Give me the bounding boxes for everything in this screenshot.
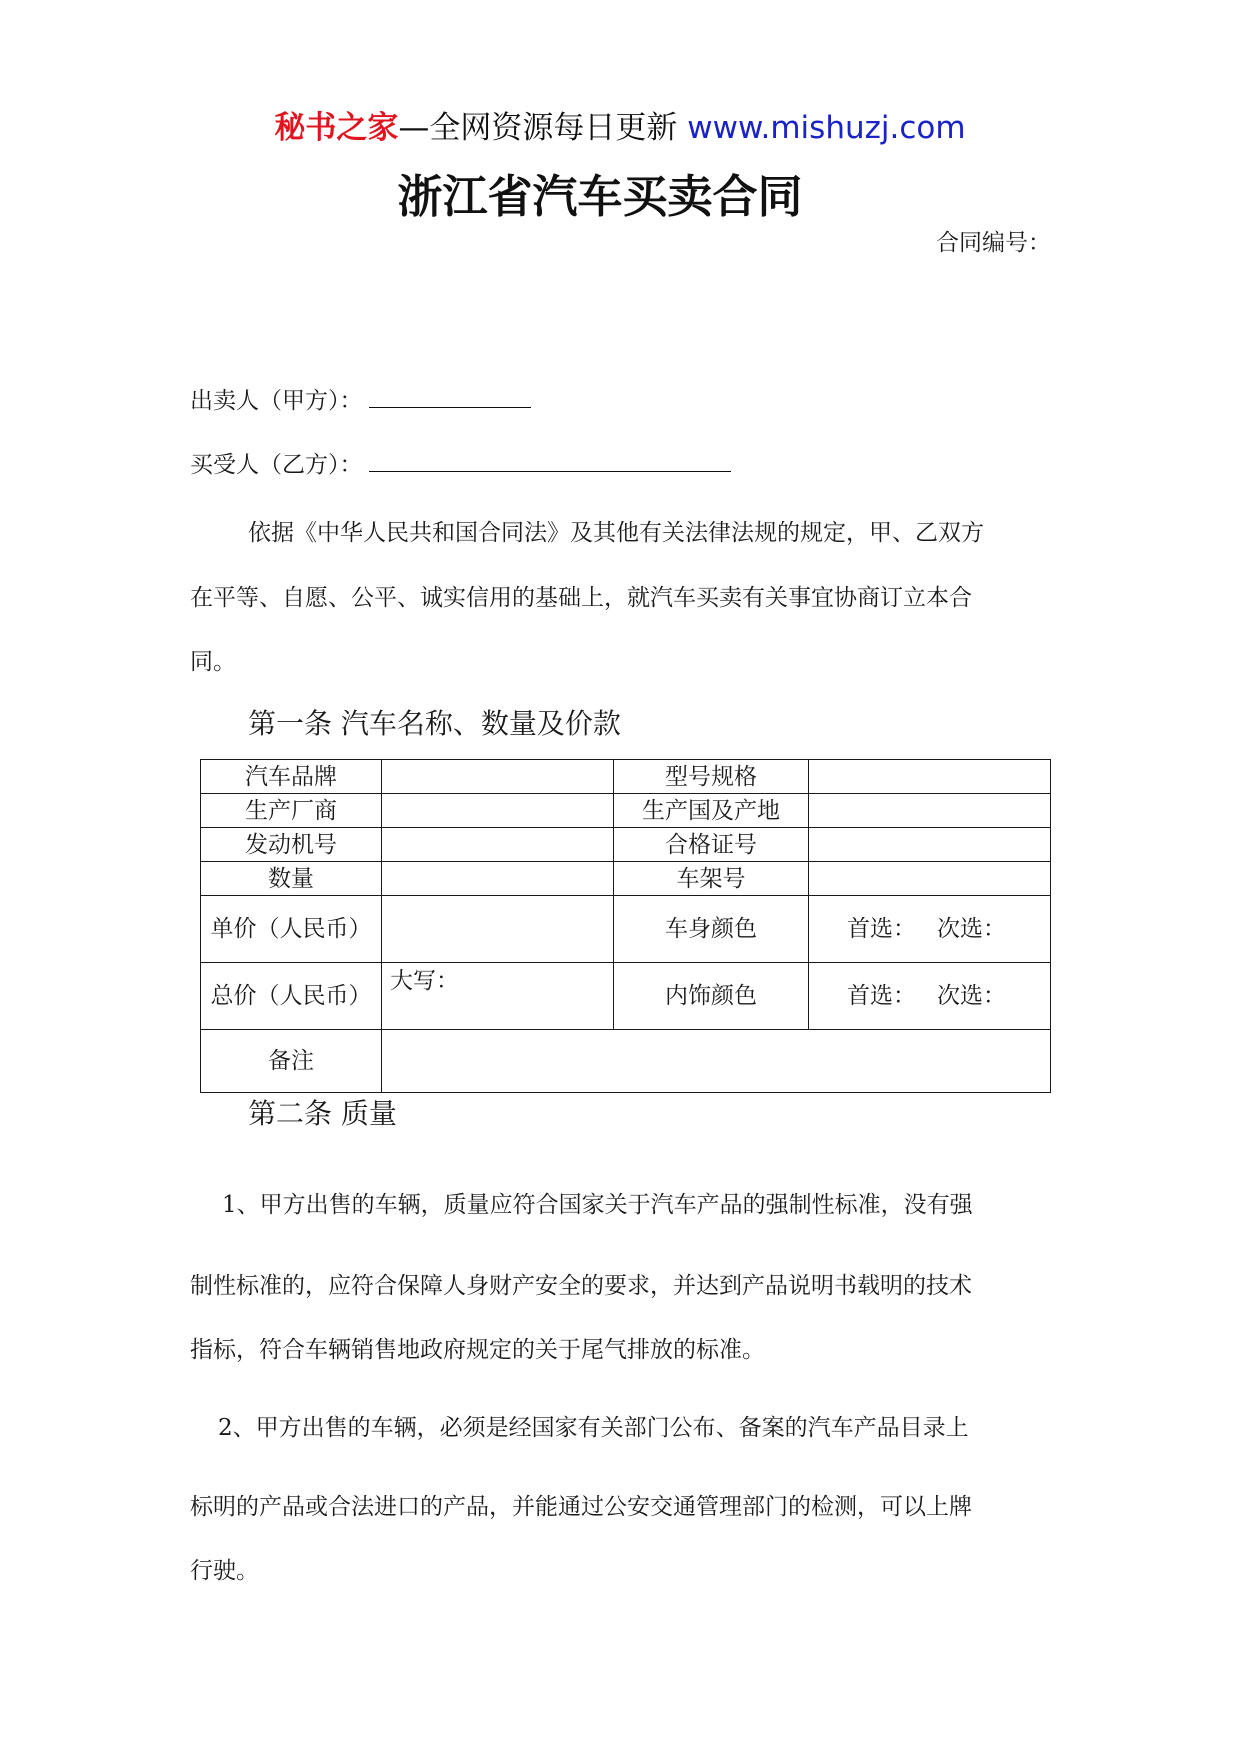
table-row <box>201 760 1051 794</box>
article1-heading: 第一条 汽车名称、数量及价款 <box>248 707 621 740</box>
quality-item2-line: 行驶。 <box>190 1558 259 1584</box>
total-price-label: 总价（人民币） <box>201 962 382 1029</box>
interior-color-second-choice: 次选： <box>937 982 1006 1009</box>
article2-heading: 第二条 质量 <box>248 1097 397 1130</box>
engine-no-label: 发动机号 <box>201 828 382 862</box>
body-color-second-choice: 次选： <box>937 915 1006 942</box>
buyer-line <box>190 446 731 479</box>
document-title: 浙江省汽车买卖合同 <box>397 170 803 223</box>
certificate-no-cell <box>809 828 1051 862</box>
unit-price-label: 单价（人民币） <box>201 896 382 962</box>
brand-cell <box>382 760 614 794</box>
table-row <box>201 862 1051 896</box>
unit-price-cell <box>382 896 614 962</box>
body-color-first-choice: 首选： <box>847 915 916 942</box>
brand-label: 汽车品牌 <box>201 760 382 794</box>
quantity-label: 数量 <box>201 862 382 896</box>
intro-line: 同。 <box>190 649 236 675</box>
capital-amount-cell: 大写： <box>382 962 614 1029</box>
buyer-blank <box>369 449 731 472</box>
site-brand: 秘书之家 <box>274 110 399 146</box>
interior-color-label: 内饰颜色 <box>614 962 809 1029</box>
site-slogan: —全网资源每日更新 <box>398 110 678 146</box>
table-row <box>201 794 1051 828</box>
seller-line <box>190 382 531 415</box>
site-url-link[interactable]: www.mishuzj.com <box>687 110 966 146</box>
quality-item1-line: 指标，符合车辆销售地政府规定的关于尾气排放的标准。 <box>190 1337 765 1363</box>
origin-cell <box>809 794 1051 828</box>
seller-label: 出卖人（甲方）： <box>190 388 363 414</box>
engine-no-cell <box>382 828 614 862</box>
buyer-label: 买受人（乙方）： <box>190 452 363 478</box>
seller-blank <box>369 385 531 408</box>
intro-line: 依据《中华人民共和国合同法》及其他有关法律法规的规定，甲、乙双方 <box>248 520 984 546</box>
model-label: 型号规格 <box>614 760 809 794</box>
site-header <box>0 102 1240 147</box>
frame-no-cell <box>809 862 1051 896</box>
remarks-label: 备注 <box>201 1029 382 1092</box>
frame-no-label: 车架号 <box>614 862 809 896</box>
quality-item1-line: 制性标准的，应符合保障人身财产安全的要求，并达到产品说明书载明的技术 <box>190 1273 972 1299</box>
quality-item2-line: 标明的产品或合法进口的产品，并能通过公安交通管理部门的检测，可以上牌 <box>190 1494 972 1520</box>
table-row <box>201 828 1051 862</box>
quantity-cell <box>382 862 614 896</box>
quality-item1-line: 1、甲方出售的车辆，质量应符合国家关于汽车产品的强制性标准，没有强 <box>222 1192 973 1218</box>
quality-item2-line: 2、甲方出售的车辆，必须是经国家有关部门公布、备案的汽车产品目录上 <box>218 1415 969 1441</box>
vehicle-spec-table <box>200 759 1051 1093</box>
table-row <box>201 1029 1051 1092</box>
interior-color-cell <box>809 962 1051 1029</box>
remarks-cell <box>382 1029 1051 1092</box>
model-cell <box>809 760 1051 794</box>
contract-number-label: 合同编号： <box>936 230 1051 256</box>
table-row <box>201 896 1051 962</box>
manufacturer-label: 生产厂商 <box>201 794 382 828</box>
table-row <box>201 962 1051 1029</box>
body-color-label: 车身颜色 <box>614 896 809 962</box>
interior-color-first-choice: 首选： <box>847 982 916 1009</box>
certificate-no-label: 合格证号 <box>614 828 809 862</box>
manufacturer-cell <box>382 794 614 828</box>
intro-line: 在平等、自愿、公平、诚实信用的基础上，就汽车买卖有关事宜协商订立本合 <box>190 585 972 611</box>
body-color-cell <box>809 896 1051 962</box>
origin-label: 生产国及产地 <box>614 794 809 828</box>
